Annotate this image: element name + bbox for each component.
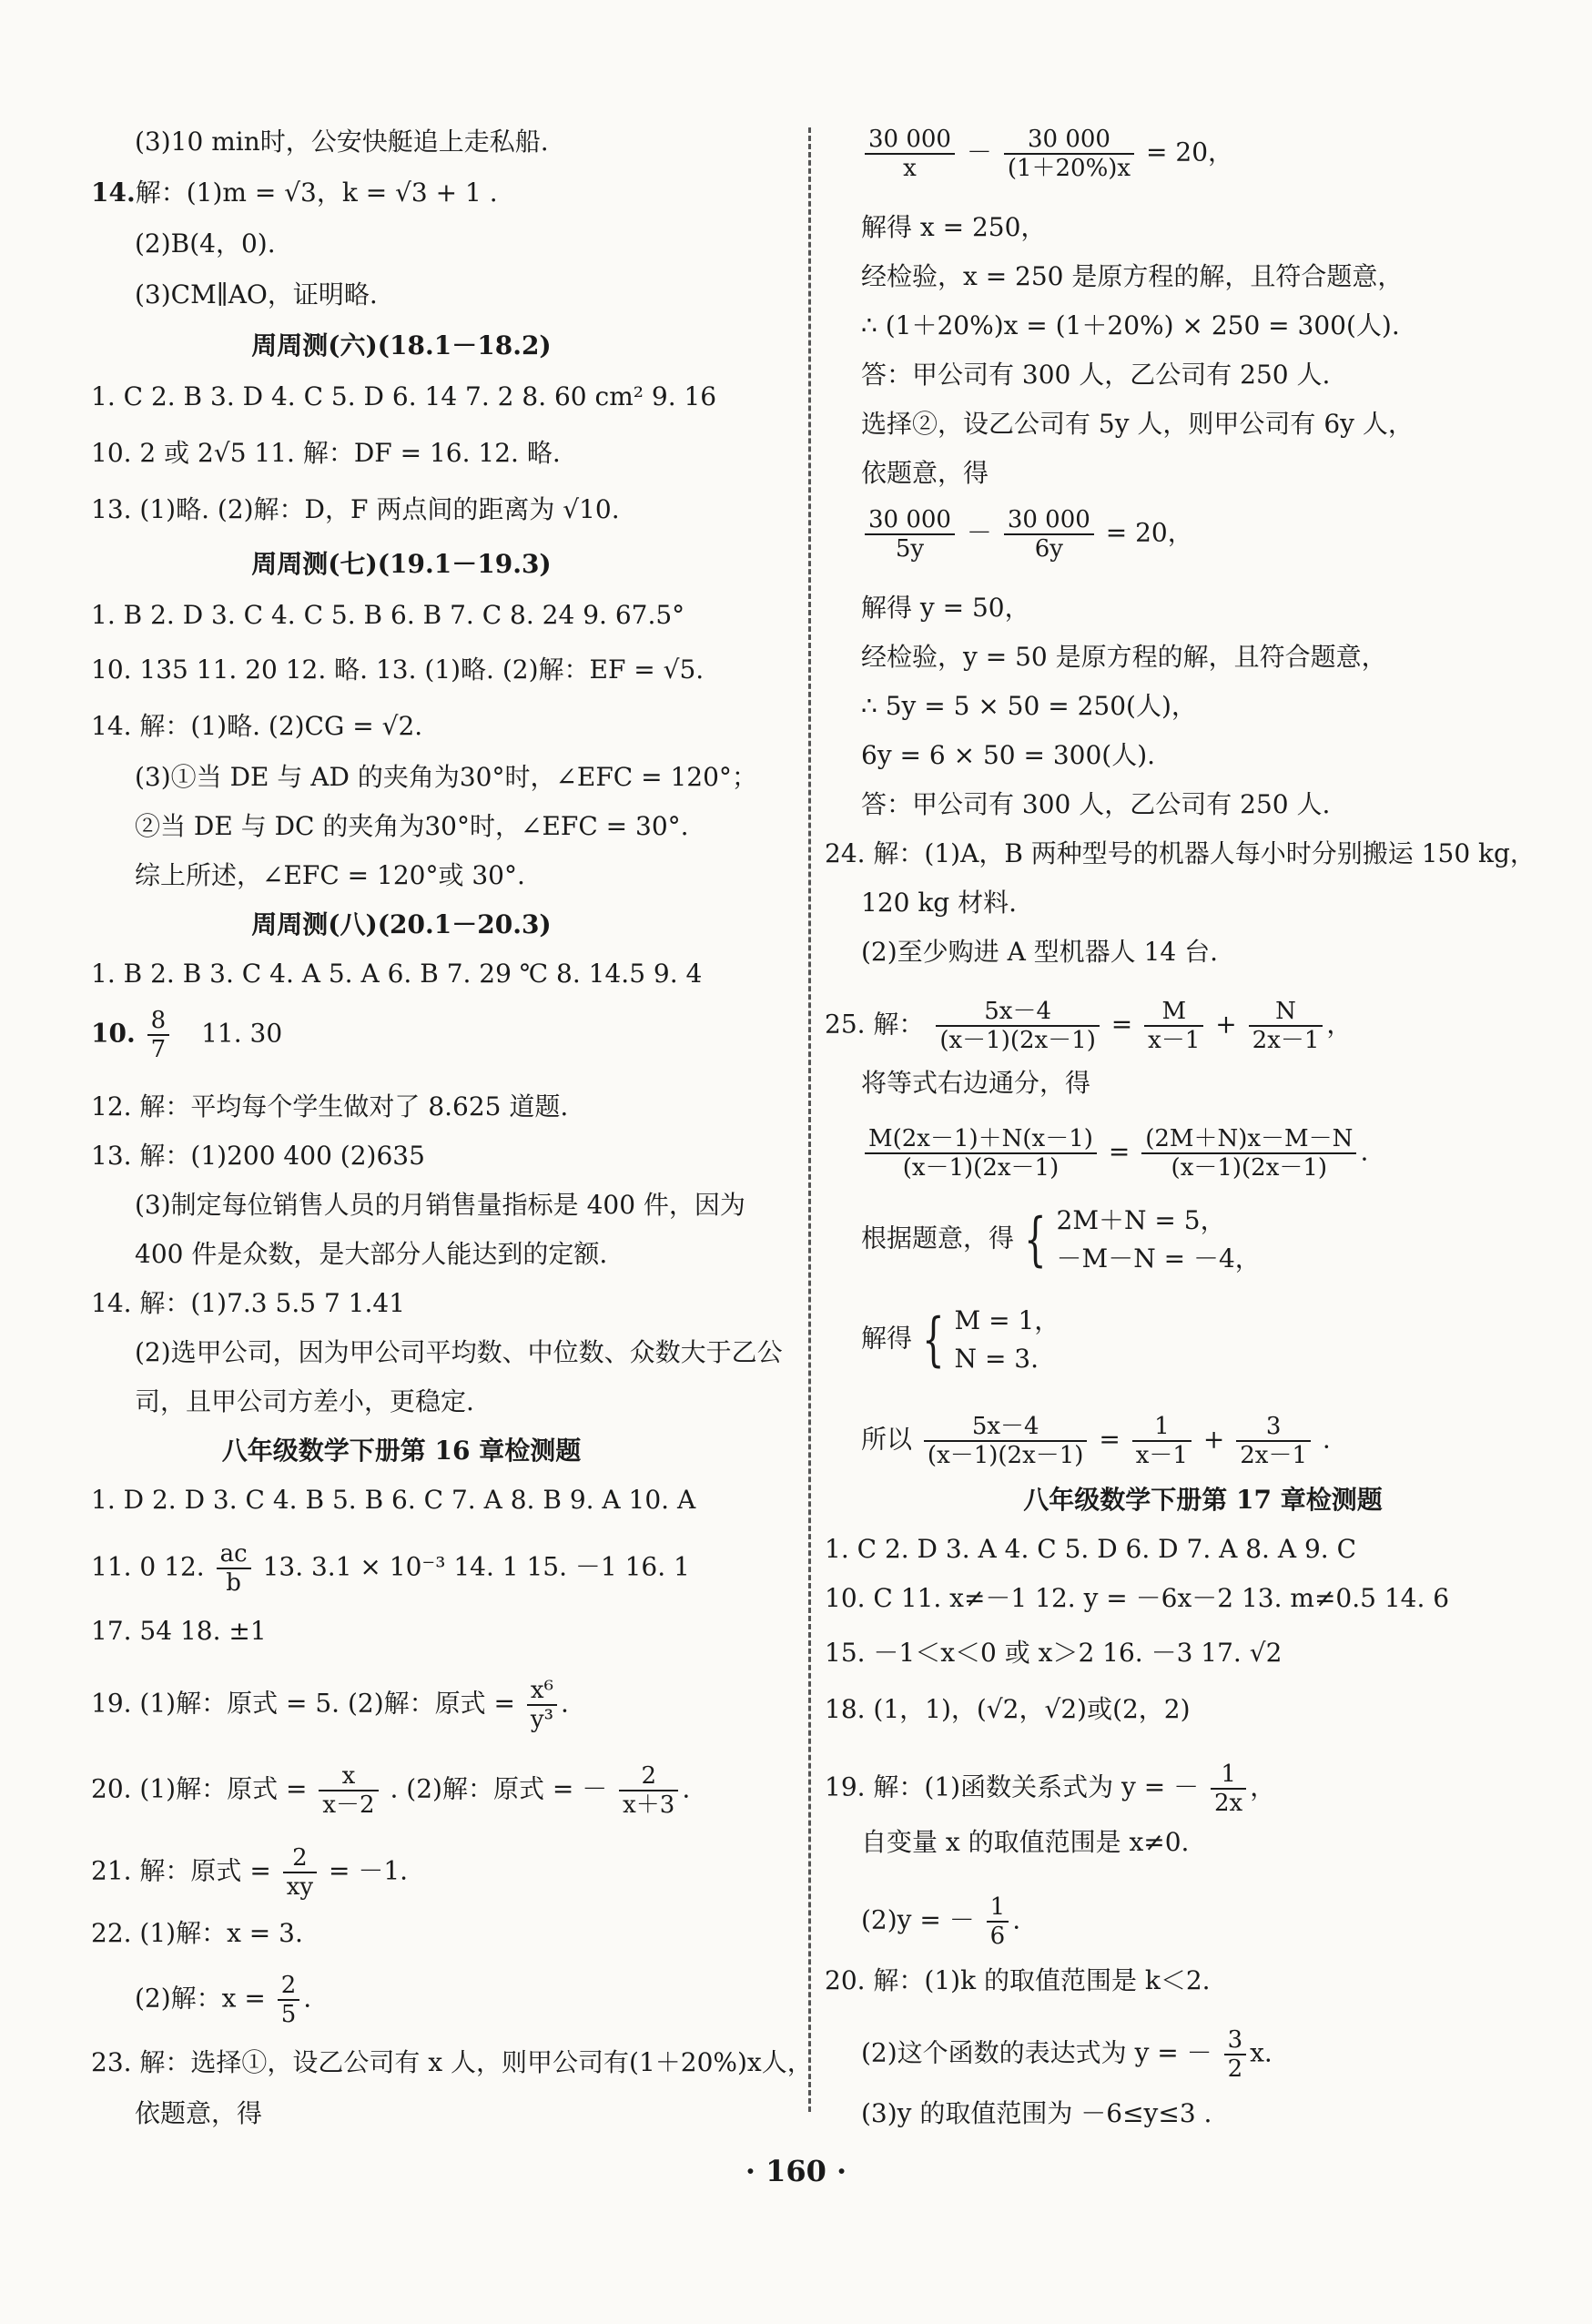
answer-line: [91, 1762, 690, 1819]
denominator: x: [903, 155, 917, 182]
numerator: x⁶: [527, 1677, 557, 1706]
answer-line: 23. 解：选择①，设乙公司有 x 人，则甲公司有(1＋20%)x人，: [91, 2047, 813, 2077]
answer-line: [91, 1540, 690, 1597]
fraction: [1144, 998, 1203, 1054]
numerator: x: [319, 1762, 378, 1791]
denominator: 2: [1227, 2055, 1243, 2083]
answer-text: 25. 解：: [825, 1009, 925, 1040]
answer-line: 1. C 2. D 3. A 4. C 5. D 6. D 7. A 8. A 9. C: [825, 1534, 1357, 1564]
denominator: 5y: [895, 535, 925, 563]
answer-line: [861, 506, 1193, 563]
equation: 2M＋N = 5，: [1056, 1205, 1226, 1235]
denominator: 6y: [1034, 535, 1063, 563]
answer-line: [135, 1972, 311, 2028]
fraction: [278, 1972, 300, 2028]
answer-line: 1. C 2. B 3. D 4. C 5. D 6. 14 7. 2 8. 60 cm² 9. 16: [91, 381, 717, 411]
fraction: [619, 1762, 678, 1819]
answer-line: [861, 1893, 1020, 1950]
answer-line: 18. (1，1)，(√2，√2)或(2，2): [825, 1694, 1191, 1724]
answer-line: 400 件是众数，是大部分人能达到的定额.: [135, 1239, 608, 1269]
answer-text: 20. (1)解：原式 =: [91, 1773, 308, 1804]
answer-line: [91, 1677, 569, 1733]
answer-text: x.: [1250, 2037, 1273, 2068]
fraction: [217, 1540, 251, 1597]
denominator: (x－1)(2x－1): [939, 1027, 1096, 1054]
numerator: 2: [619, 1762, 678, 1791]
operator: +: [1202, 1424, 1225, 1455]
answer-text: (2)y = －: [861, 1904, 975, 1935]
answer-line: 经检验，y = 50 是原方程的解，且符合题意，: [861, 642, 1387, 672]
answer-line: 10. 135 11. 20 12. 略. 13. (1)略. (2)解：EF = √5.: [91, 655, 705, 685]
answer-line: (2)至少购进 A 型机器人 14 台.: [861, 937, 1219, 967]
operator: =: [1099, 1424, 1120, 1455]
answer-line: 依题意，得: [135, 2098, 263, 2128]
denominator: 7: [150, 1036, 167, 1063]
fraction: [1224, 2026, 1247, 2083]
answer-line: ②当 DE 与 DC 的夹角为30°时，∠EFC = 30°.: [135, 811, 689, 841]
numerator: 5x－4: [924, 1413, 1088, 1442]
equation-system: [955, 1302, 1060, 1378]
denominator: (1＋20%)x: [1007, 155, 1131, 182]
operator: －: [966, 137, 992, 167]
fraction: [1249, 998, 1323, 1054]
operator: =: [1108, 1136, 1131, 1167]
operator: +: [1215, 1009, 1237, 1040]
answer-line: 自变量 x 的取值范围是 x≠0.: [861, 1827, 1190, 1857]
denominator: 6: [989, 1923, 1006, 1950]
denominator: 2x－1: [1240, 1442, 1307, 1469]
question-number: 14.: [91, 178, 136, 208]
fraction: [283, 1844, 317, 1901]
denominator: (x－1)(2x－1): [902, 1154, 1060, 1182]
answer-text: 解：(1)m = √3，k = √3 + 1 .: [135, 178, 498, 208]
numerator: 1: [987, 1893, 1009, 1923]
answer-line: 24. 解：(1)A，B 两种型号的机器人每小时分别搬运 150 kg，: [825, 838, 1536, 868]
answer-line: 选择②，设乙公司有 5y 人，则甲公司有 6y 人，: [861, 409, 1414, 439]
answer-text: 所以: [861, 1424, 913, 1455]
answer-text: .: [303, 1983, 312, 2014]
numerator: 30 000: [865, 506, 955, 535]
answer-text: ，: [1250, 1771, 1276, 1802]
denominator: x－1: [1135, 1442, 1188, 1469]
answer-line: (3)10 min时，公安快艇追上走私船.: [135, 127, 549, 157]
fraction: [1004, 126, 1134, 182]
numerator: M: [1144, 998, 1203, 1027]
question-number: 10.: [91, 1018, 136, 1049]
answer-line: 解得 y = 50，: [861, 593, 1030, 623]
answer-line: [861, 1202, 1261, 1278]
answer-line: [825, 1761, 1275, 1817]
equation: N = 3.: [954, 1344, 1039, 1374]
answer-line: 22. (1)解：x = 3.: [91, 1918, 303, 1948]
answer-line: 答：甲公司有 300 人，乙公司有 250 人.: [861, 360, 1331, 390]
answer-line: [861, 126, 1233, 182]
fraction: [1211, 1761, 1246, 1817]
answer-line: 答：甲公司有 300 人，乙公司有 250 人.: [861, 789, 1331, 819]
operator: －: [966, 517, 992, 548]
answer-text: = 20，: [1146, 137, 1234, 167]
denominator: 5: [280, 2001, 297, 2028]
numerator: 2: [283, 1844, 317, 1873]
numerator: N: [1249, 998, 1323, 1027]
answer-line: 将等式右边通分，得: [861, 1068, 1091, 1098]
answer-line: 10. 2 或 2√5 11. 解：DF = 16. 12. 略.: [91, 438, 561, 468]
answer-line: [91, 1007, 282, 1063]
numerator: 3: [1236, 1413, 1311, 1442]
answer-text: . (2)解：原式 = －: [390, 1773, 608, 1804]
answer-text: 11. 0 12.: [91, 1551, 205, 1582]
equation: －M－N = －4，: [1056, 1243, 1261, 1274]
answer-text: 19. (1)解：原式 = 5. (2)解：原式 =: [91, 1688, 515, 1719]
answer-text: 根据题意，得: [861, 1223, 1015, 1253]
fraction: [1132, 1413, 1191, 1469]
answer-line: 司，且甲公司方差小，更稳定.: [135, 1386, 474, 1416]
answer-line: 12. 解：平均每个学生做对了 8.625 道题.: [91, 1091, 569, 1121]
fraction: [1141, 1125, 1356, 1182]
answer-line: 1. D 2. D 3. C 4. B 5. B 6. C 7. A 8. B 9. A 10. A: [91, 1485, 696, 1515]
fraction: [147, 1007, 170, 1063]
answer-line: 解得 x = 250，: [861, 212, 1047, 242]
section-heading: 周周测(七)(19.1－19.3): [251, 549, 552, 579]
answer-line: 20. 解：(1)k 的取值范围是 k＜2.: [825, 1965, 1211, 1995]
answer-text: (2)解：x =: [135, 1983, 266, 2014]
fraction: [936, 998, 1100, 1054]
answer-line: [861, 1302, 1060, 1378]
answer-line: ∴ 5y = 5 × 50 = 250(人)，: [861, 691, 1197, 721]
answer-text: ，: [1326, 1009, 1353, 1040]
denominator: x－2: [322, 1791, 375, 1819]
numerator: 30 000: [1004, 506, 1094, 535]
numerator: 30 000: [865, 126, 955, 155]
answer-line: 综上所述，∠EFC = 120°或 30°.: [135, 860, 525, 890]
answer-line: 1. B 2. B 3. C 4. A 5. A 6. B 7. 29 ℃ 8. 14.5 9. 4: [91, 959, 703, 989]
answer-text: .: [1012, 1904, 1021, 1935]
denominator: xy: [286, 1873, 314, 1901]
answer-line: 10. C 11. x≠－1 12. y = －6x－2 13. m≠0.5 14. 6: [825, 1583, 1450, 1613]
answer-text: .: [561, 1688, 569, 1719]
numerator: 3: [1224, 2026, 1247, 2055]
numerator: 2: [278, 1972, 300, 2001]
denominator: b: [226, 1569, 241, 1597]
answer-line: 1. B 2. D 3. C 4. C 5. B 6. B 7. C 8. 24 9. 67.5°: [91, 600, 685, 630]
answer-line: 17. 54 18. ±1: [91, 1616, 267, 1646]
fraction: [924, 1413, 1088, 1469]
answer-line: 14. 解：(1)7.3 5.5 7 1.41: [91, 1288, 406, 1318]
numerator: (2M＋N)x－M－N: [1141, 1125, 1356, 1154]
answer-line: (3)y 的取值范围为 －6≤y≤3 .: [861, 2098, 1212, 2128]
numerator: 8: [147, 1007, 170, 1036]
answer-text: 解得: [861, 1323, 913, 1354]
operator: =: [1110, 1009, 1133, 1040]
fraction: [319, 1762, 378, 1819]
fraction: [527, 1677, 557, 1733]
answer-text: .: [1322, 1424, 1331, 1455]
fraction: [1004, 506, 1094, 563]
section-heading: 八年级数学下册第 16 章检测题: [221, 1436, 582, 1466]
numerator: 1: [1211, 1761, 1246, 1790]
answer-text: .: [682, 1773, 691, 1804]
denominator: 2x－1: [1252, 1027, 1320, 1054]
column-divider: [808, 127, 811, 2112]
fraction: [865, 506, 955, 563]
answer-line: [825, 998, 1352, 1054]
section-heading: 周周测(六)(18.1－18.2): [251, 330, 552, 360]
answer-line: (3)CM∥AO，证明略.: [135, 279, 378, 310]
denominator: 2x: [1213, 1790, 1243, 1817]
brace-icon: {: [922, 1306, 945, 1374]
section-heading: 周周测(八)(20.1－20.3): [251, 909, 552, 939]
fraction: [865, 126, 955, 182]
denominator: (x－1)(2x－1): [927, 1442, 1084, 1469]
numerator: M(2x－1)＋N(x－1): [865, 1125, 1097, 1154]
equation-system: [1057, 1202, 1261, 1278]
answer-text: 19. 解：(1)函数关系式为 y = －: [825, 1771, 1200, 1802]
answer-text: 21. 解：原式 =: [91, 1855, 271, 1886]
answer-line: 6y = 6 × 50 = 300(人).: [861, 740, 1156, 770]
answer-line: ∴ (1＋20%)x = (1＋20%) × 250 = 300(人).: [861, 310, 1400, 340]
answer-text: .: [1360, 1136, 1369, 1167]
answer-line: [91, 1844, 408, 1901]
answer-text: (2)这个函数的表达式为 y = －: [861, 2037, 1212, 2068]
answer-line: 14. 解：(1)略. (2)CG = √2.: [91, 711, 423, 741]
answer-text: 11. 30: [201, 1018, 283, 1049]
answer-line: [861, 1413, 1331, 1469]
equation: M = 1，: [954, 1305, 1060, 1335]
denominator: (x－1)(2x－1): [1171, 1154, 1328, 1182]
page-number: · 160 ·: [745, 2154, 847, 2188]
answer-line: 120 kg 材料.: [861, 888, 1018, 918]
numerator: 30 000: [1004, 126, 1134, 155]
numerator: 5x－4: [936, 998, 1100, 1027]
denominator: x＋3: [623, 1791, 675, 1819]
fraction: [865, 1125, 1097, 1182]
answer-line: [91, 175, 498, 211]
answer-text: 13. 3.1 × 10⁻³ 14. 1 15. －1 16. 1: [262, 1551, 690, 1582]
answer-line: 依题意，得: [861, 458, 989, 488]
answer-line: (3)制定每位销售人员的月销售量指标是 400 件，因为: [135, 1190, 745, 1220]
brace-icon: {: [1024, 1206, 1047, 1274]
answer-line: (2)B(4，0).: [135, 228, 276, 259]
answer-line: 13. (1)略. (2)解：D，F 两点间的距离为 √10.: [91, 494, 620, 524]
answer-line: (2)选甲公司，因为甲公司平均数、中位数、众数大于乙公: [135, 1337, 783, 1367]
fraction: [1236, 1413, 1311, 1469]
numerator: ac: [217, 1540, 251, 1569]
answer-line: [861, 1125, 1368, 1182]
answer-text: = －1.: [328, 1855, 409, 1886]
answer-line: [861, 2026, 1273, 2083]
numerator: 1: [1132, 1413, 1191, 1442]
denominator: y³: [530, 1706, 554, 1733]
answer-line: 15. －1＜x＜0 或 x＞2 16. －3 17. √2: [825, 1638, 1283, 1668]
section-heading: 八年级数学下册第 17 章检测题: [1023, 1485, 1383, 1515]
answer-line: 经检验，x = 250 是原方程的解，且符合题意，: [861, 261, 1404, 291]
answer-line: (3)①当 DE 与 AD 的夹角为30°时，∠EFC = 120°；: [135, 762, 757, 792]
fraction: [987, 1893, 1009, 1950]
answer-text: = 20，: [1105, 517, 1193, 548]
answer-line: 13. 解：(1)200 400 (2)635: [91, 1141, 425, 1171]
denominator: x－1: [1148, 1027, 1201, 1054]
